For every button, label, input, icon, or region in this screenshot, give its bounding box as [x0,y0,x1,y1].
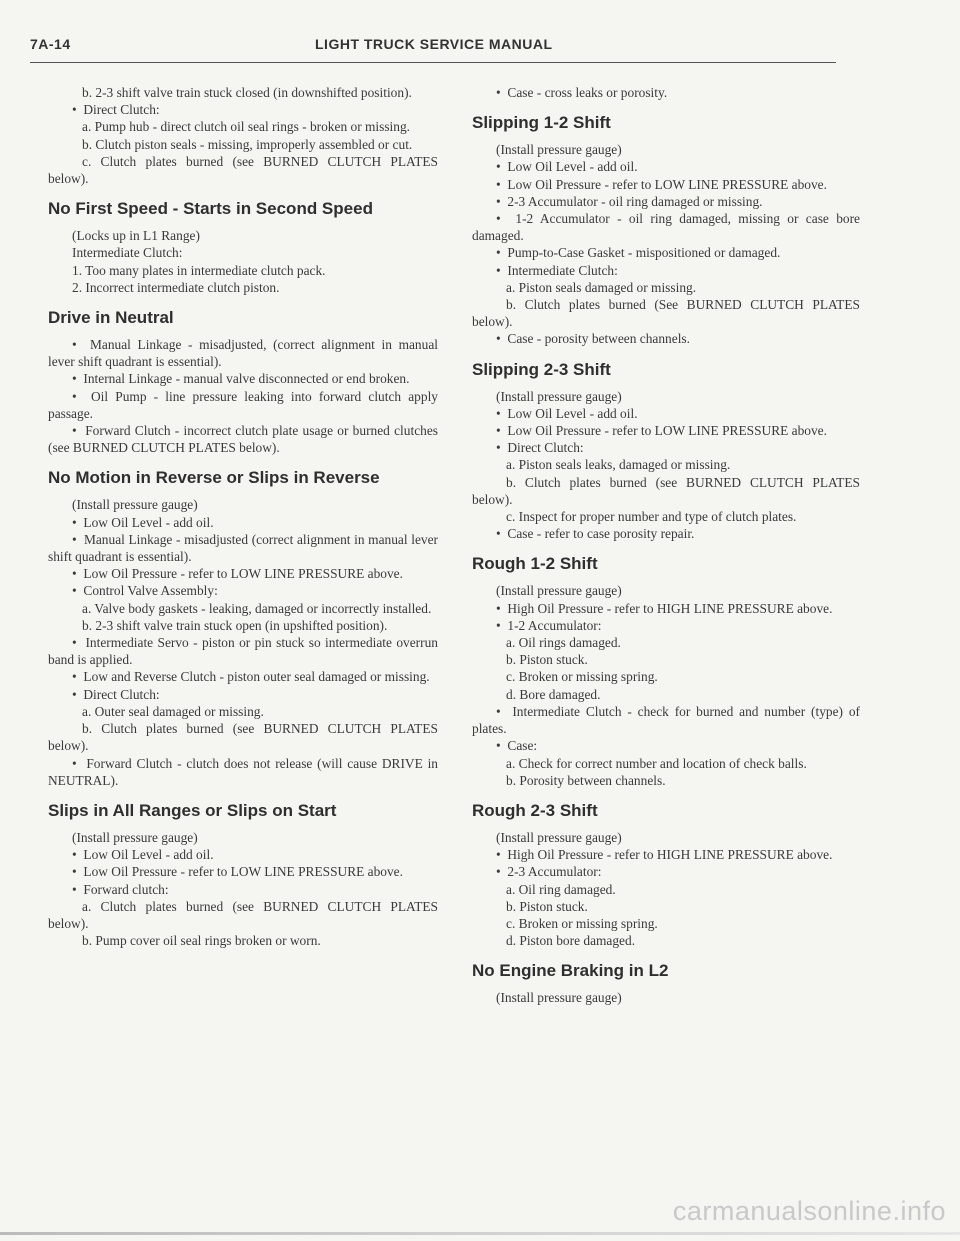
paragraph: c. Broken or missing spring. [506,915,658,931]
paragraph: b. Clutch piston seals - missing, improperly assembled or cut. [82,136,413,152]
bullet-item: • High Oil Pressure - refer to HIGH LINE PRESSURE above. [472,600,860,617]
paragraph: c. Inspect for proper number and type of clutch plates. [506,509,797,525]
paragraph: (Install pressure gauge) [72,497,198,513]
bullet-item: • Intermediate Clutch - check for burned and number (type) of plates. [472,703,860,737]
bullet-item: • 2-3 Accumulator: [472,863,860,880]
paragraph: b. Piston stuck. [506,652,588,668]
bullet-item: • 2-3 Accumulator - oil ring damaged or missing. [472,193,860,210]
bullet-item: • Intermediate Servo - piston or pin stuck so intermediate overrun band is applied. [48,634,438,668]
watermark: carmanualsonline.info [672,1196,946,1226]
paragraph: (Install pressure gauge) [496,829,622,845]
paragraph: d. Bore damaged. [506,686,601,702]
bullet-item: • Low Oil Pressure - refer to LOW LINE PRESSURE above. [48,863,438,880]
bullet-item: • 1-2 Accumulator - oil ring damaged, missing or case bore damaged. [472,210,860,244]
paragraph: (Install pressure gauge) [496,142,622,158]
section-heading: Rough 2-3 Shift [472,800,598,820]
bullet-item: • 1-2 Accumulator: [472,617,860,634]
paragraph: b. 2-3 shift valve train stuck closed (in downshifted position). [82,85,412,100]
running-title: LIGHT TRUCK SERVICE MANUAL [315,36,553,52]
paragraph: 1. Too many plates in intermediate clutch pack. [72,262,326,278]
bullet-item: • Case: [472,737,860,754]
page-header [30,36,836,58]
bullet-item: • Direct Clutch: [48,686,438,703]
paragraph: a. Piston seals leaks, damaged or missing. [506,457,731,473]
bullet-item: • Internal Linkage - manual valve disconnected or end broken. [48,370,438,387]
bullet-item: • Low Oil Pressure - refer to LOW LINE PRESSURE above. [472,422,860,439]
section-heading: Rough 1-2 Shift [472,554,598,574]
bullet-item: • Low Oil Pressure - refer to LOW LINE PRESSURE above. [48,565,438,582]
bullet-item: • Low Oil Level - add oil. [48,846,438,863]
paragraph: a. Valve body gaskets - leaking, damaged or incorrectly installed. [82,600,432,616]
paragraph: (Install pressure gauge) [496,583,622,599]
paragraph: b. 2-3 shift valve train stuck open (in upshifted position). [82,617,388,633]
paragraph: a. Pump hub - direct clutch oil seal rings - broken or missing. [82,119,411,135]
bullet-item: • Low Oil Level - add oil. [472,158,860,175]
left-column [48,84,438,949]
section-heading: Slipping 2-3 Shift [472,359,611,379]
bullet-item: • Direct Clutch: [472,439,860,456]
paragraph: (Install pressure gauge) [496,990,622,1006]
bullet-item: • Pump-to-Case Gasket - mispositioned or damaged. [472,244,860,261]
bullet-item: • Low Oil Pressure - refer to LOW LINE PRESSURE above. [472,176,860,193]
bullet-item: • Manual Linkage - misadjusted (correct alignment in manual lever shift quadrant is essential). [48,531,438,565]
section-heading: No Motion in Reverse or Slips in Reverse [48,468,380,488]
bullet-item: • Intermediate Clutch: [472,262,860,279]
bullet-item: • Forward Clutch - clutch does not release (will cause DRIVE in NEUTRAL). [48,755,438,789]
right-column [472,84,860,1007]
section-heading: No Engine Braking in L2 [472,961,669,981]
paragraph: b. Clutch plates burned (See BURNED CLUTCH PLATES below). [472,297,860,330]
paragraph: b. Clutch plates burned (see BURNED CLUTCH PLATES below). [472,474,860,507]
bullet-item: • Low Oil Level - add oil. [48,514,438,531]
paragraph: b. Porosity between channels. [506,772,666,788]
bullet-item: • Forward Clutch - incorrect clutch plate usage or burned clutches (see BURNED CLUTCH PLATES below). [48,422,438,456]
paragraph: c. Clutch plates burned (see BURNED CLUTCH PLATES below). [48,153,438,187]
bullet-item: • Control Valve Assembly: [48,582,438,599]
section-heading: Slips in All Ranges or Slips on Start [48,800,337,820]
section-heading: Slipping 1-2 Shift [472,113,611,133]
paragraph: a. Oil ring damaged. [506,881,616,897]
paragraph: Intermediate Clutch: [72,245,183,261]
paragraph: d. Piston bore damaged. [506,933,636,949]
paragraph: a. Oil rings damaged. [506,635,621,651]
bullet-item: • Manual Linkage - misadjusted, (correct alignment in manual lever shift quadrant is essential). [48,336,438,370]
paragraph: a. Check for correct number and location of check balls. [506,755,807,771]
section-heading: No First Speed - Starts in Second Speed [48,199,373,219]
page-number: 7A-14 [30,36,71,52]
bullet-item: • Direct Clutch: [48,101,438,118]
section-heading: Drive in Neutral [48,308,174,328]
bullet-item: • Case - porosity between channels. [472,330,860,347]
paragraph: b. Pump cover oil seal rings broken or worn. [82,933,321,949]
paragraph: b. Piston stuck. [506,898,588,914]
bullet-item: • Oil Pump - line pressure leaking into forward clutch apply passage. [48,388,438,422]
paragraph: (Install pressure gauge) [72,829,198,845]
bullet-item: • Forward clutch: [48,881,438,898]
paragraph: a. Piston seals damaged or missing. [506,279,697,295]
footer-edge [0,1232,960,1235]
bullet-item: • Case - cross leaks or porosity. [472,84,860,101]
bullet-item: • High Oil Pressure - refer to HIGH LINE PRESSURE above. [472,846,860,863]
paragraph: a. Outer seal damaged or missing. [82,703,264,719]
header-rule [30,62,836,63]
paragraph: a. Clutch plates burned (see BURNED CLUTCH PLATES below). [48,898,438,931]
bullet-item: • Low Oil Level - add oil. [472,405,860,422]
paragraph: (Locks up in L1 Range) [72,228,200,244]
bullet-item: • Case - refer to case porosity repair. [472,525,860,542]
paragraph: (Install pressure gauge) [496,388,622,404]
bullet-item: • Low and Reverse Clutch - piston outer seal damaged or missing. [48,668,438,685]
paragraph: c. Broken or missing spring. [506,669,658,685]
paragraph: 2. Incorrect intermediate clutch piston. [72,279,280,295]
paragraph: b. Clutch plates burned (see BURNED CLUTCH PLATES below). [48,721,438,754]
